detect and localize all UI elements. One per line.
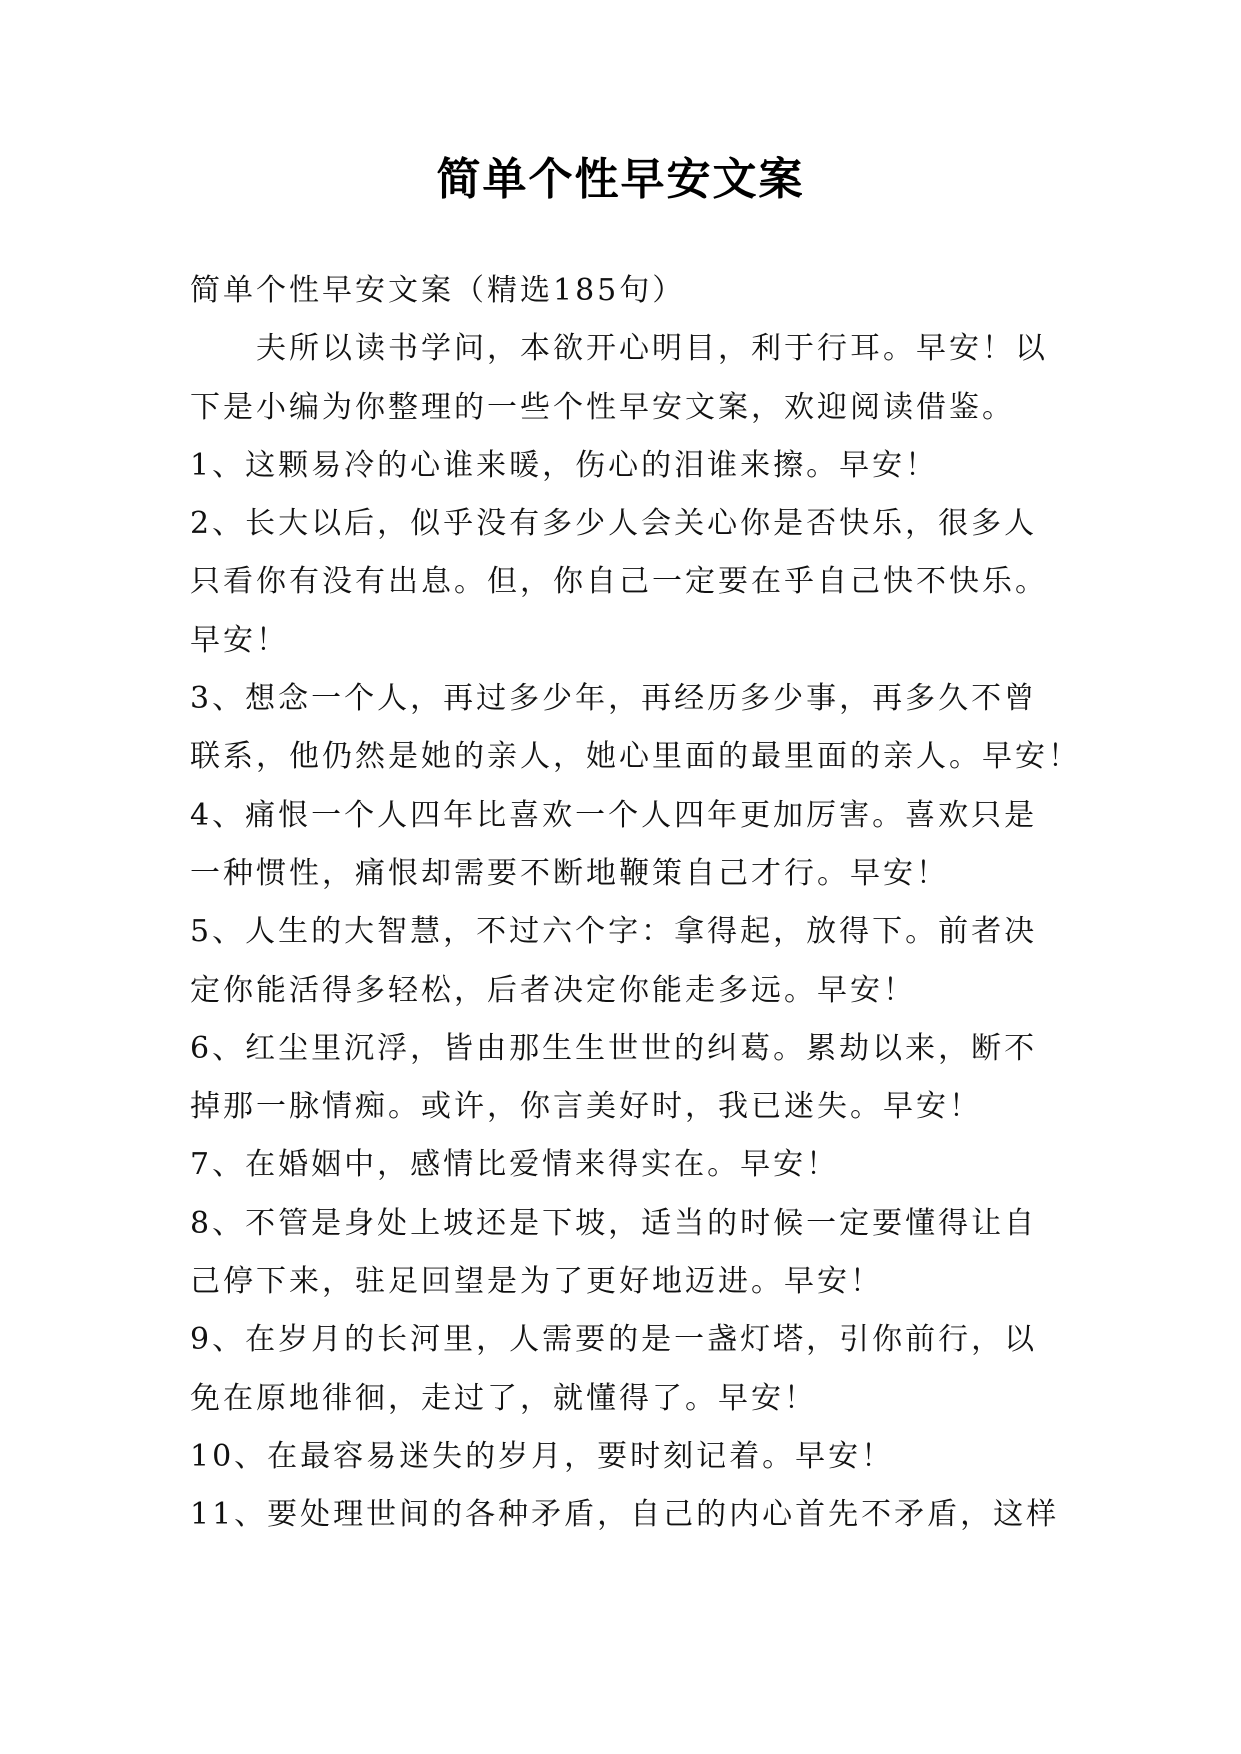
body-line: 掉那一脉情痴。或许，你言美好时，我已迷失。早安！ bbox=[190, 1089, 982, 1125]
body-line: 只看你有没有出息。但，你自己一定要在乎自己快不快乐。 bbox=[190, 564, 1048, 600]
document-body bbox=[190, 262, 1081, 1545]
body-line: 4、痛恨一个人四年比喜欢一个人四年更加厉害。喜欢只是 bbox=[190, 797, 1038, 833]
body-line: 9、在岁月的长河里，人需要的是一盏灯塔，引你前行，以 bbox=[190, 1322, 1038, 1358]
body-line: 联系，他仍然是她的亲人，她心里面的最里面的亲人。早安！ bbox=[190, 739, 1081, 775]
body-line: 11、要处理世间的各种矛盾，自己的内心首先不矛盾，这样 bbox=[190, 1497, 1060, 1533]
subtitle-line: 简单个性早安文案（精选185句） bbox=[190, 273, 686, 308]
body-line: 1、这颗易冷的心谁来暖，伤心的泪谁来擦。早安！ bbox=[190, 447, 939, 483]
body-line: 定你能活得多轻松，后者决定你能走多远。早安！ bbox=[190, 972, 916, 1008]
body-line: 己停下来，驻足回望是为了更好地迈进。早安！ bbox=[190, 1264, 883, 1300]
intro-line: 下是小编为你整理的一些个性早安文案，欢迎阅读借鉴。 bbox=[190, 389, 1015, 425]
body-line: 早安！ bbox=[190, 622, 289, 658]
body-line: 7、在婚姻中，感情比爱情来得实在。早安！ bbox=[190, 1147, 840, 1183]
body-line: 10、在最容易迷失的岁月，要时刻记着。早安！ bbox=[190, 1438, 895, 1474]
body-line: 5、人生的大智慧，不过六个字：拿得起，放得下。前者决 bbox=[190, 914, 1038, 950]
body-line: 6、红尘里沉浮，皆由那生生世世的纠葛。累劫以来，断不 bbox=[190, 1030, 1038, 1066]
body-line: 免在原地徘徊，走过了，就懂得了。早安！ bbox=[190, 1380, 817, 1416]
body-line: 8、不管是身处上坡还是下坡，适当的时候一定要懂得让自 bbox=[190, 1205, 1038, 1241]
body-line: 3、想念一个人，再过多少年，再经历多少事，再多久不曾 bbox=[190, 681, 1038, 717]
document-title: 简单个性早安文案 bbox=[436, 154, 805, 205]
intro-line: 夫所以读书学问，本欲开心明目，利于行耳。早安！以 bbox=[256, 331, 1048, 367]
body-line: 2、长大以后，似乎没有多少人会关心你是否快乐，很多人 bbox=[190, 506, 1038, 542]
body-line: 一种惯性，痛恨却需要不断地鞭策自己才行。早安！ bbox=[190, 855, 949, 891]
